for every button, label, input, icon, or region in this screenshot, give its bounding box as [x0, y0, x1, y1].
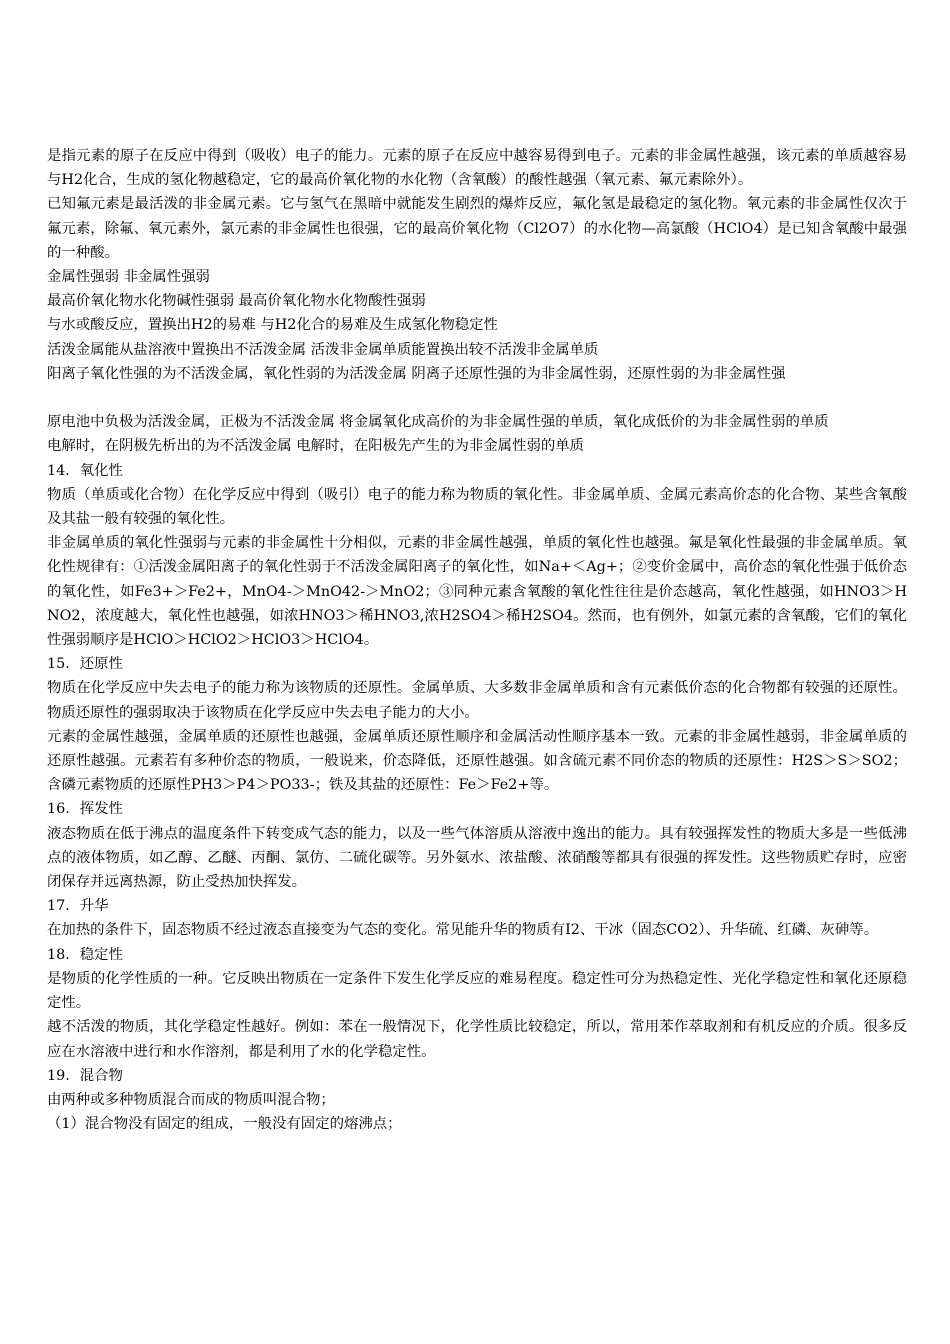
paragraph-sublimation: 在加热的条件下，固态物质不经过液态直接变为气态的变化。常见能升华的物质有I2、干冰（固态CO2）、升华硫、红磷、灰砷等。	[47, 922, 879, 939]
paragraph-mixture-definition: 由两种或多种物质混合而成的物质叫混合物；	[47, 1091, 335, 1108]
paragraph-fluorine: 已知氟元素是最活泼的非金属元素。它与氢气在黑暗中就能发生剧烈的爆炸反应，氟化氢是最稳定的氢化物。氧元素的非金属性仅次于氟元素，除氟、氧元素外，氯元素的非金属性也很强，它的最高价氧化物（Cl2O7）的水化物—高氯酸（HClO4）是已知含氧酸中最强的一种酸。	[47, 196, 907, 261]
heading-stability: 18．稳定性	[47, 946, 123, 963]
paragraph-nonmetallicity-definition: 是指元素的原子在反应中得到（吸收）电子的能力。元素的原子在反应中越容易得到电子。元素的非金属性越强，该元素的单质越容易与H2化合，生成的氢化物越稳定，它的最高价氧化物的水化物（含氧酸）的酸性越强（氧元素、氟元素除外）。	[47, 148, 907, 189]
heading-oxidizing: 14．氧化性	[47, 462, 123, 479]
paragraph-compare-row-6: 电解时，在阴极先析出的为不活泼金属 电解时，在阳极先产生的为非金属性弱的单质	[47, 438, 585, 455]
paragraph-compare-row-5: 原电池中负极为活泼金属，正极为不活泼金属 将金属氧化成高价的为非金属性强的单质，氧化成低价的为非金属性弱的单质	[47, 414, 829, 431]
paragraph-volatility: 液态物质在低于沸点的温度条件下转变成气态的能力，以及一些气体溶质从溶液中逸出的能力。具有较强挥发性的物质大多是一些低沸点的液体物质，如乙醇、乙醚、丙酮、氯仿、二硫化碳等。另外氨水、浓盐酸、浓硝酸等都具有很强的挥发性。这些物质贮存时，应密闭保存并远离热源，防止受热加快挥发。	[47, 825, 907, 891]
blank-line	[47, 386, 907, 410]
paragraph-compare-row-3: 活泼金属能从盐溶液中置换出不活泼金属 活泼非金属单质能置换出较不活泼非金属单质	[47, 341, 599, 358]
paragraph-reducing-definition: 物质在化学反应中失去电子的能力称为该物质的还原性。金属单质、大多数非金属单质和含有元素低价态的化合物都有较强的还原性。物质还原性的强弱取决于该物质在化学反应中失去电子能力的大小。	[47, 680, 907, 721]
paragraph-mixture-point-1: （1）混合物没有固定的组成，一般没有固定的熔沸点；	[47, 1116, 402, 1133]
heading-mixture: 19．混合物	[47, 1067, 123, 1084]
document-page	[47, 144, 907, 1136]
heading-sublimation: 17．升华	[47, 898, 109, 915]
paragraph-stability-definition: 是物质的化学性质的一种。它反映出物质在一定条件下发生化学反应的难易程度。稳定性可分为热稳定性、光化学稳定性和氧化还原稳定性。	[47, 970, 907, 1012]
heading-reducing: 15．还原性	[47, 656, 123, 673]
paragraph-stability-example: 越不活泼的物质，其化学稳定性越好。例如：苯在一般情况下，化学性质比较稳定，所以，常用苯作萃取剂和有机反应的介质。很多反应在水溶液中进行和水作溶剂，都是利用了水的化学稳定性。	[47, 1019, 907, 1060]
paragraph-compare-row-1: 最高价氧化物水化物碱性强弱 最高价氧化物水化物酸性强弱	[47, 293, 426, 310]
paragraph-reducing-rules: 元素的金属性越强，金属单质的还原性也越强，金属单质还原性顺序和金属活动性顺序基本一致。元素的非金属性越弱，非金属单质的还原性越强。元素若有多种价态的物质，一般说来，价态降低，还原性越强。如含硫元素不同价态的物质的还原性：H2S＞S＞SO2；含磷元素物质的还原性PH3＞P4＞PO33-；铁及其盐的还原性：Fe＞Fe2+等。	[47, 728, 907, 794]
paragraph-compare-row-4: 阳离子氧化性强的为不活泼金属，氧化性弱的为活泼金属 阴离子还原性强的为非金属性弱，还原性弱的为非金属性强	[47, 365, 786, 382]
paragraph-oxidizing-rules: 非金属单质的氧化性强弱与元素的非金属性十分相似，元素的非金属性越强，单质的氧化性也越强。氟是氧化性最强的非金属单质。氧化性规律有：①活泼金属阳离子的氧化性弱于不活泼金属阳离子的氧化性，如Na+＜Ag+；②变价金属中，高价态的氧化性强于低价态的氧化性，如Fe3+＞Fe2+，MnO4-＞MnO42-＞MnO2；③同种元素含氧酸的氧化性往往是价态越高，氧化性越强，如HNO3＞HNO2，浓度越大，氧化性也越强，如浓HNO3＞稀HNO3,浓H2SO4＞稀H2SO4。然而，也有例外，如氯元素的含氧酸，它们的氧化性强弱顺序是HClO＞HClO2＞HClO3＞HClO4。	[47, 535, 907, 649]
paragraph-compare-header: 金属性强弱 非金属性强弱	[47, 269, 210, 286]
paragraph-compare-row-2: 与水或酸反应，置换出H2的易难 与H2化合的易难及生成氢化物稳定性	[47, 317, 498, 334]
paragraph-oxidizing-definition: 物质（单质或化合物）在化学反应中得到（吸引）电子的能力称为物质的氧化性。非金属单质、金属元素高价态的化合物、某些含氧酸及其盐一般有较强的氧化性。	[47, 486, 907, 528]
heading-volatility: 16．挥发性	[47, 801, 123, 818]
